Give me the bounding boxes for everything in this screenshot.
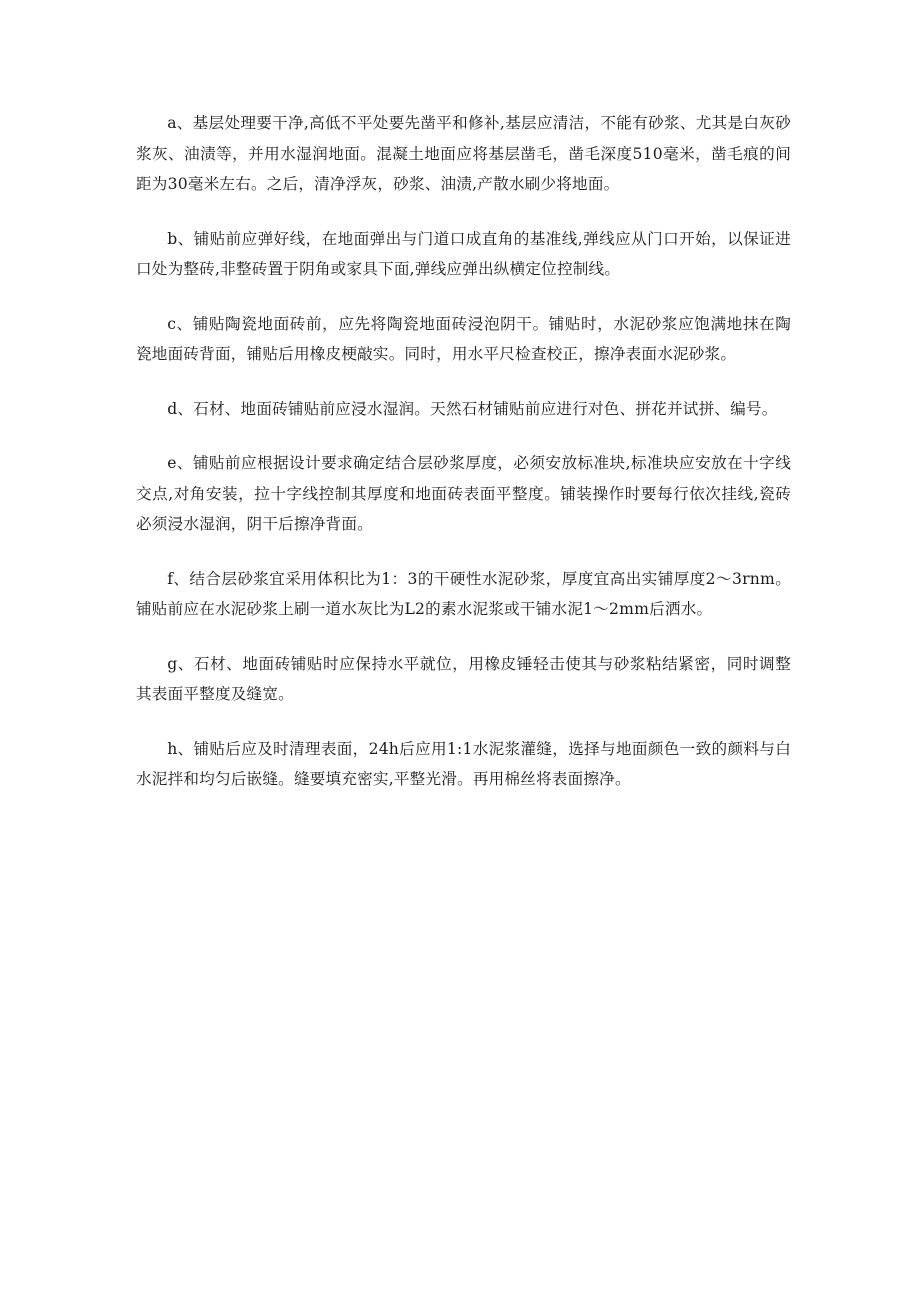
paragraph-e: e、铺贴前应根据设计要求确定结合层砂浆厚度，必须安放标准块,标准块应安放在十字线交点,对角安装，拉十字线控制其厚度和地面砖表面平整度。铺装操作时要每行依次挂线,瓷砖必须浸水湿润，阴干后擦净背面。 — [136, 454, 791, 533]
paragraph-h: h、铺贴后应及时清理表面，24h后应用1:1水泥浆灌缝，选择与地面颜色一致的颜料与白水泥拌和均匀后嵌缝。缝要填充密实,平整光滑。再用棉丝将表面擦净。 — [136, 739, 791, 788]
paragraph-b: b、铺贴前应弹好线，在地面弹出与门道口成直角的基准线,弹线应从门口开始，以保证进口处为整砖,非整砖置于阴角或家具下面,弹线应弹出纵横定位控制线。 — [136, 229, 791, 278]
paragraph-c: c、铺贴陶瓷地面砖前，应先将陶瓷地面砖浸泡阴干。铺贴时，水泥砂浆应饱满地抹在陶瓷地面砖背面，铺贴后用橡皮梗敲实。同时，用水平尺检查校正，擦净表面水泥砂浆。 — [136, 314, 791, 363]
paragraph-d: d、石材、地面砖铺贴前应浸水湿润。天然石材铺贴前应进行对色、拼花并试拼、编号。 — [167, 399, 778, 418]
paragraph-a: a、基层处理要干净,高低不平处要先凿平和修补,基层应清洁，不能有砂浆、尤其是白灰砂浆灰、油渍等，并用水湿润地面。混凝土地面应将基层凿毛，凿毛深度510毫米，凿毛痕的间距为30毫米左右。之后，清净浮灰，砂浆、油渍,产散水刷少将地面。 — [136, 114, 791, 193]
document-body — [136, 108, 791, 819]
paragraph-f: f、结合层砂浆宜采用体积比为1：3的干硬性水泥砂浆，厚度宜高出实铺厚度2～3rnm。铺贴前应在水泥砂浆上刷一道水灰比为L2的素水泥浆或干铺水泥1～2mm后洒水。 — [136, 569, 791, 618]
paragraph-g: g、石材、地面砖铺贴时应保持水平就位，用橡皮锤轻击使其与砂浆粘结紧密，同时调整其表面平整度及缝宽。 — [136, 654, 791, 703]
